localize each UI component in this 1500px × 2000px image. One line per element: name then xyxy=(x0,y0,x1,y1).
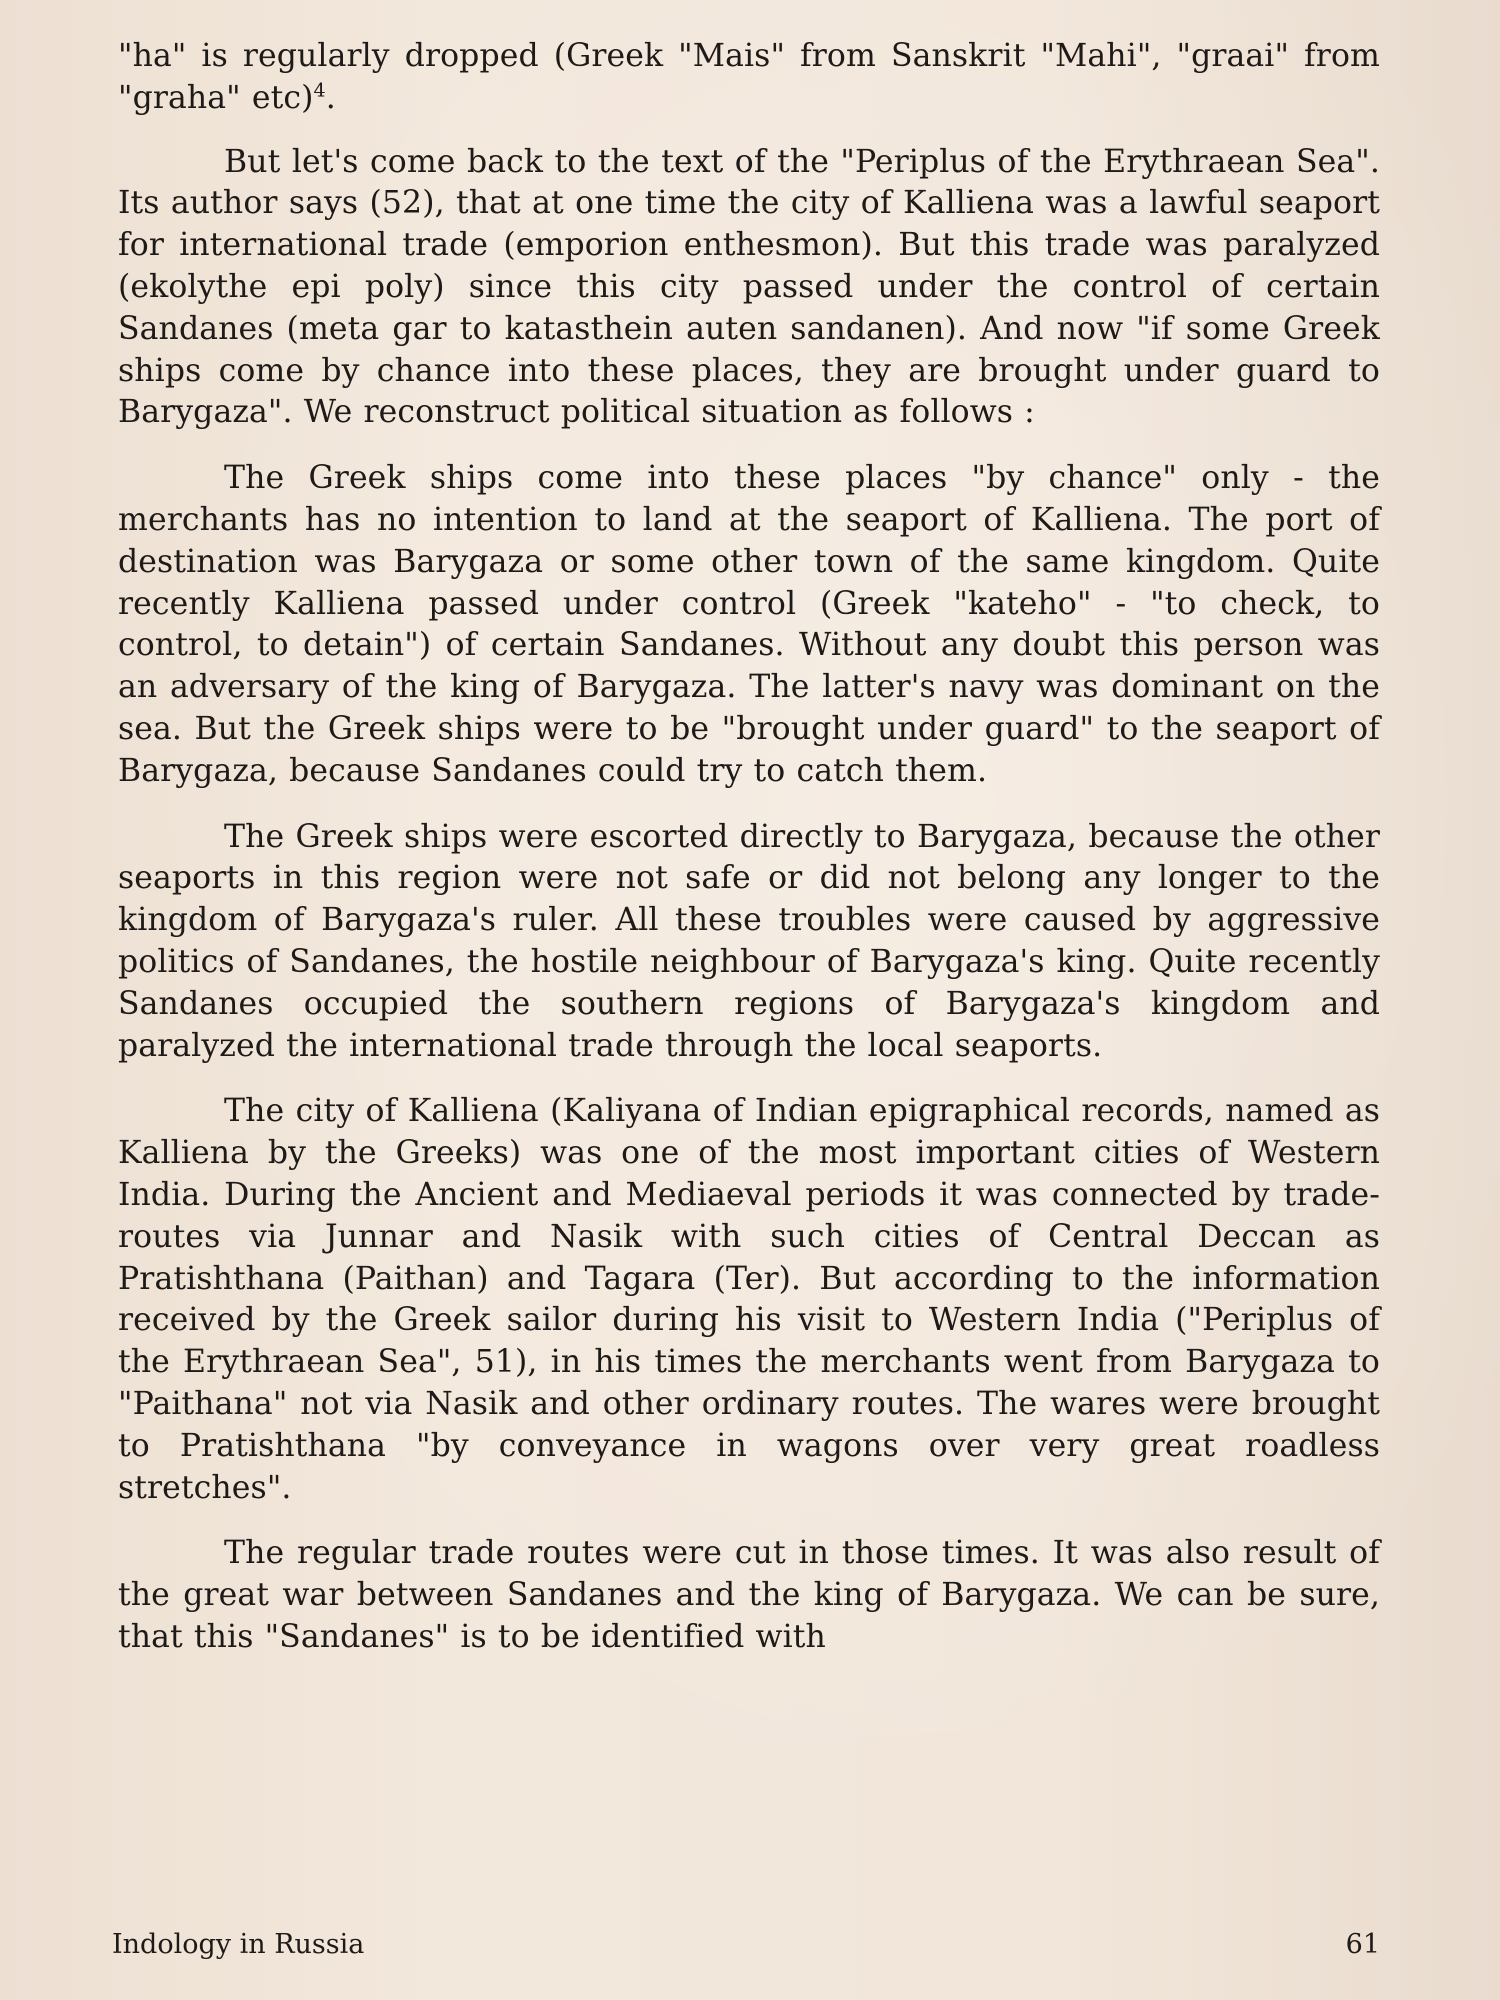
paragraph-3: The Greek ships come into these places "by chance" only - the merchants has no intention to land at the seaport of Kalliena. The port of destination was Barygaza or some other town of the same kingdom. Quite recently Kalliena passed under control (Greek "kateho" - "to check, to control, to detain") of certain Sandanes. Without any doubt this person was an adversary of the king of Barygaza. The latter's navy was dominant on the sea. But the Greek ships were to be "brought under guard" to the seaport of Barygaza, because Sandanes could try to catch them. xyxy=(118,460,1380,789)
body-text xyxy=(118,36,1380,1683)
paragraph-1-trailing: . xyxy=(325,79,336,116)
paragraph-1 xyxy=(118,36,1380,120)
paragraph-6: The regular trade routes were cut in those times. It was also result of the great war between Sandanes and the king of Barygaza. We can be sure, that this "Sandanes" is to be identified with xyxy=(118,1535,1380,1655)
paragraph-4: The Greek ships were escorted directly to Barygaza, because the other seaports in this region were not safe or did not belong any longer to the kingdom of Barygaza's ruler. All these troubles were caused by aggressive politics of Sandanes, the hostile neighbour of Barygaza's king. Quite recently Sandanes occupied the southern regions of Barygaza's kingdom and paralyzed the international trade through the local seaports. xyxy=(118,818,1380,1064)
paragraph-1-text: "ha" is regularly dropped (Greek "Mais" from Sanskrit "Mahi", "graai" from "graha" etc) xyxy=(118,38,1380,116)
paragraph-5: The city of Kalliena (Kaliyana of Indian epigraphical records, named as Kalliena by the Greeks) was one of the most important cities of Western India. During the Ancient and Mediaeval periods it was connected by trade-routes via Junnar and Nasik with such cities of Central Deccan as Pratishthana (Paithan) and Tagara (Ter). But according to the information received by the Greek sailor during his visit to Western India ("Periplus of the Erythraean Sea", 51), in his times the merchants went from Barygaza to "Paithana" not via Nasik and other ordinary routes. The wares were brought to Pratishthana "by conveyance in wagons over very great roadless stretches". xyxy=(118,1093,1380,1506)
page-number: 61 xyxy=(1345,1929,1380,1960)
running-title: Indology in Russia xyxy=(112,1929,365,1960)
paragraph-2: But let's come back to the text of the "Periplus of the Erythraean Sea". Its author says (52), that at one time the city of Kalliena was a lawful seaport for international trade (emporion enthesmon). But this trade was paralyzed (ekolythe epi poly) since this city passed under the control of certain Sandanes (meta gar to katasthein auten sandanen). And now "if some Greek ships come by chance into these places, they are brought under guard to Barygaza". We reconstruct political situation as follows : xyxy=(118,143,1380,431)
footnote-marker[interactable]: 4 xyxy=(313,79,326,102)
page-footer xyxy=(112,1925,1380,1965)
